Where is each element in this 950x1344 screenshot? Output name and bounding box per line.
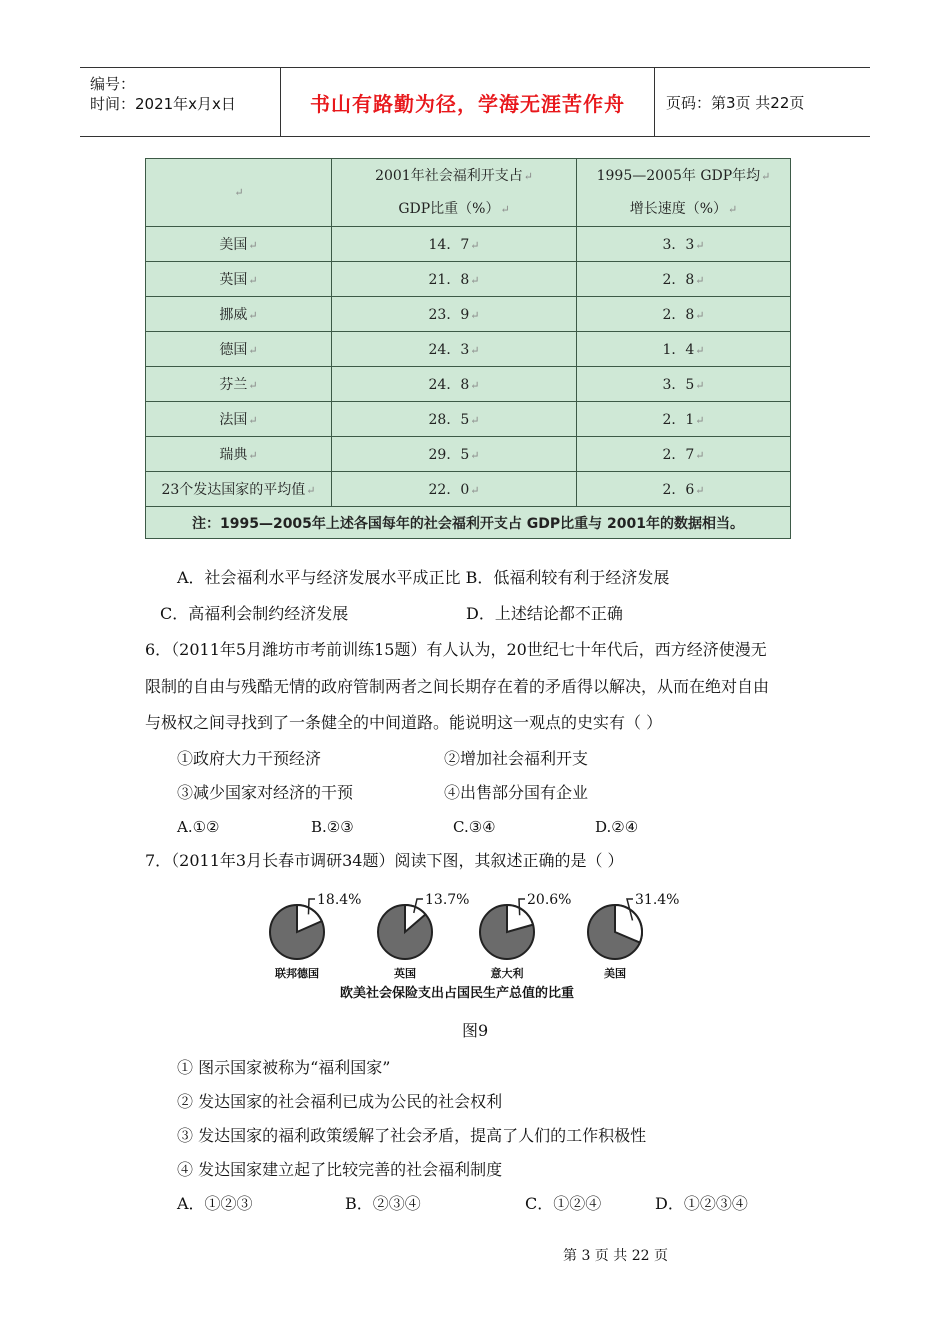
page-header — [80, 67, 870, 137]
q7-item-3: ③ 发达国家的福利政策缓解了社会矛盾，提高了人们的工作积极性 — [177, 1126, 647, 1145]
q6-stem-line1: 6．（2011年5月潍坊市考前训练15题）有人认为，20世纪七十年代后，西方经济使漫无 — [145, 640, 767, 659]
pie-country-label: 英国 — [394, 967, 416, 980]
table-cell-country: 英国↵ — [146, 262, 332, 297]
pie-chart-figure — [265, 880, 705, 1010]
pie-country-label: 美国 — [604, 967, 626, 980]
table-row — [146, 297, 791, 332]
pie-value-label: 20.6% — [527, 892, 572, 908]
q5-options-ab: A．社会福利水平与经济发展水平成正比 B．低福利较有利于经济发展 — [177, 568, 670, 587]
figure-label: 图9 — [462, 1021, 489, 1040]
table-cell-welfare: 28．5↵ — [332, 402, 577, 437]
table-row — [146, 227, 791, 262]
number-label: 编号： — [90, 75, 136, 93]
q6-option-d: D.②④ — [595, 818, 639, 836]
pie-country-label: 意大利 — [490, 967, 524, 980]
q7-item-4: ④ 发达国家建立起了比较完善的社会福利制度 — [177, 1160, 503, 1179]
table-cell-growth: 2．6↵ — [577, 472, 791, 507]
table-cell-growth: 3．5↵ — [577, 367, 791, 402]
table-cell-growth: 2．8↵ — [577, 297, 791, 332]
table-cell-welfare: 22．0↵ — [332, 472, 577, 507]
q5-option-d: D．上述结论都不正确 — [466, 604, 623, 623]
table-cell-growth: 2．8↵ — [577, 262, 791, 297]
q6-item-3: ③减少国家对经济的干预 — [177, 783, 354, 802]
table-cell-growth: 1．4↵ — [577, 332, 791, 367]
table-note-row — [146, 507, 791, 539]
table-cell-country: 芬兰↵ — [146, 367, 332, 402]
table-cell-welfare: 23．9↵ — [332, 297, 577, 332]
table-cell-country: 挪威↵ — [146, 297, 332, 332]
date-label: 时间：2021年x月x日 — [90, 95, 236, 113]
q7-option-b: B．②③④ — [345, 1194, 421, 1213]
table-row — [146, 332, 791, 367]
pie-value-label: 18.4% — [317, 892, 362, 908]
q7-option-d: D．①②③④ — [655, 1194, 748, 1213]
header-motto: 书山有路勤为径，学海无涯苦作舟 — [280, 68, 655, 136]
table-row — [146, 437, 791, 472]
table-row — [146, 262, 791, 297]
table-header-growth: 1995—2005年 GDP年均↵ 增长速度（%）↵ — [577, 159, 791, 227]
table-header-corner: ↵ — [146, 159, 332, 227]
q5-option-c: C．高福利会制约经济发展 — [160, 604, 349, 623]
q7-option-c: C．①②④ — [525, 1194, 602, 1213]
table-cell-welfare: 24．8↵ — [332, 367, 577, 402]
q6-item-2: ②增加社会福利开支 — [444, 749, 589, 768]
table-header-row — [146, 159, 791, 227]
q7-option-a: A．①②③ — [177, 1194, 253, 1213]
pie-value-label: 13.7% — [425, 892, 470, 908]
q6-option-b: B.②③ — [311, 818, 354, 836]
table-cell-country: 法国↵ — [146, 402, 332, 437]
table-row — [146, 367, 791, 402]
pie-figure-caption: 欧美社会保险支出占国民生产总值的比重 — [339, 986, 575, 1001]
q7-item-2: ② 发达国家的社会福利已成为公民的社会权利 — [177, 1092, 503, 1111]
q6-item-1: ①政府大力干预经济 — [177, 749, 322, 768]
table-cell-country: 德国↵ — [146, 332, 332, 367]
header-meta — [80, 68, 280, 142]
q6-stem-line3: 与极权之间寻找到了一条健全的中间道路。能说明这一观点的史实有（ ） — [145, 713, 663, 732]
table-row — [146, 472, 791, 507]
q6-stem-line2: 限制的自由与残酷无情的政府管制两者之间长期存在着的矛盾得以解决，从而在绝对自由 — [145, 677, 770, 696]
page-footer: 第 3 页 共 22 页 — [563, 1248, 668, 1264]
q7-item-1: ① 图示国家被称为“福利国家” — [177, 1058, 391, 1077]
header-page-label: 页码：第3页 共22页 — [666, 93, 805, 112]
q6-option-a: A.①② — [177, 818, 220, 836]
table-cell-growth: 2．1↵ — [577, 402, 791, 437]
q6-item-4: ④出售部分国有企业 — [444, 783, 589, 802]
q6-option-c: C.③④ — [453, 818, 496, 836]
pie-value-label: 31.4% — [635, 892, 680, 908]
table-header-welfare: 2001年社会福利开支占↵ GDP比重（%）↵ — [332, 159, 577, 227]
table-cell-welfare: 21．8↵ — [332, 262, 577, 297]
welfare-table — [145, 158, 791, 539]
table-cell-country: 23个发达国家的平均值↵ — [146, 472, 332, 507]
table-cell-welfare: 24．3↵ — [332, 332, 577, 367]
table-row — [146, 402, 791, 437]
table-note: 注：1995—2005年上述各国每年的社会福利开支占 GDP比重与 2001年的数据相当。 — [146, 507, 791, 539]
q7-stem: 7．（2011年3月长春市调研34题）阅读下图，其叙述正确的是（ ） — [145, 851, 624, 870]
table-cell-growth: 2．7↵ — [577, 437, 791, 472]
table-cell-country: 瑞典↵ — [146, 437, 332, 472]
pie-country-label: 联邦德国 — [275, 967, 319, 980]
table-cell-growth: 3．3↵ — [577, 227, 791, 262]
table-cell-welfare: 29．5↵ — [332, 437, 577, 472]
table-cell-welfare: 14．7↵ — [332, 227, 577, 262]
table-cell-country: 美国↵ — [146, 227, 332, 262]
